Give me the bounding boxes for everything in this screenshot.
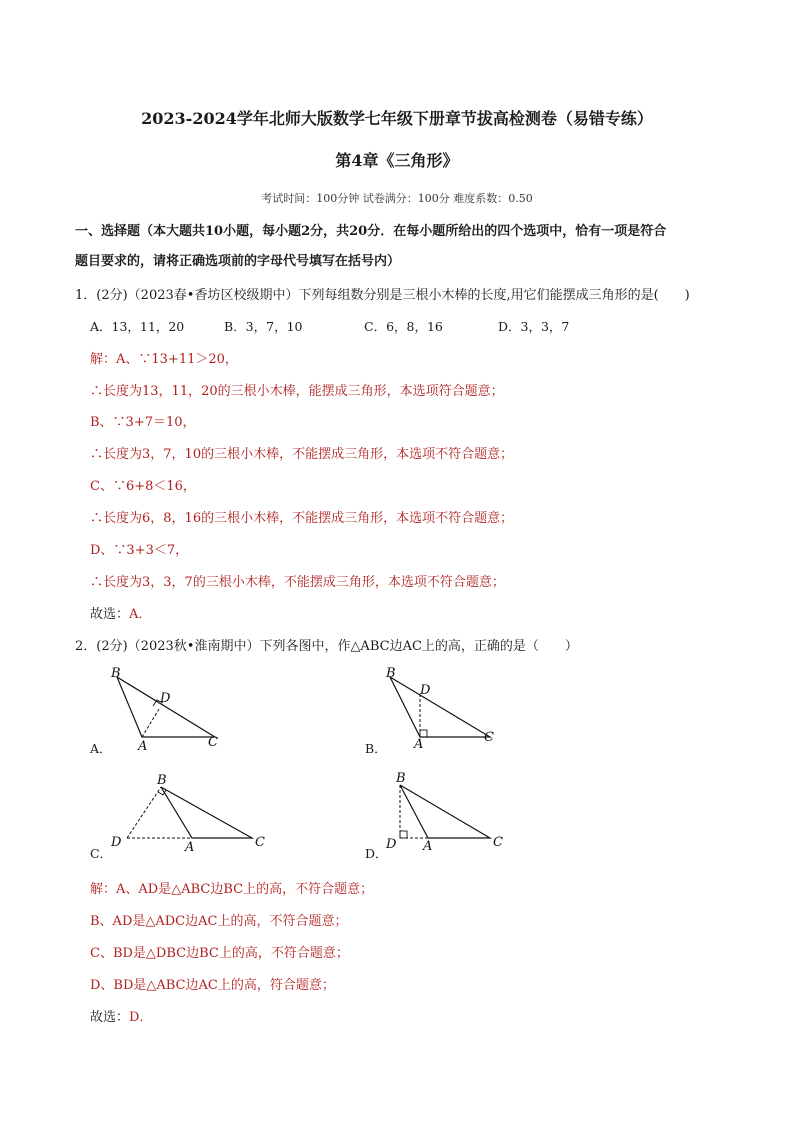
q1-solution-line: ∴长度为3，3，7的三根小木棒，不能摆成三角形，本选项不符合题意； bbox=[90, 575, 505, 590]
figure-a-label: A． bbox=[90, 741, 112, 756]
exam-info: 考试时间：100分钟 试卷满分：100分 难度系数：0.50 bbox=[261, 192, 533, 205]
figure-b-label: B． bbox=[365, 741, 387, 756]
point-label: B bbox=[396, 771, 406, 786]
q1-solution-line: C、∵6+8＜16， bbox=[90, 479, 196, 494]
q1-solution-line: 解：A、∵13+11＞20， bbox=[90, 352, 238, 367]
point-label: D bbox=[420, 683, 431, 698]
q1-solution-line: D、∵3+3＜7， bbox=[90, 543, 189, 558]
point-label: D bbox=[160, 691, 171, 706]
document-title: 2023-2024学年北师大版数学七年级下册章节拔高检测卷（易错专练） bbox=[141, 109, 653, 128]
question-1-stem: 1．(2分)（2023春•香坊区校级期中）下列每组数分别是三根小木棒的长度,用它们能摆成三角形的是( ) bbox=[75, 288, 690, 303]
q1-option-c: C．6，8，16 bbox=[364, 319, 443, 334]
answer-label: 故选： bbox=[90, 1010, 130, 1025]
answer-value: A． bbox=[129, 607, 152, 622]
q1-solution-line: ∴长度为3，7，10的三根小木棒，不能摆成三角形，本选项不符合题意； bbox=[90, 447, 514, 462]
q1-answer bbox=[90, 603, 151, 622]
q1-solution-line: B、∵3+7＝10， bbox=[90, 415, 196, 430]
answer-value: D． bbox=[129, 1010, 153, 1025]
q2-solution-line: 解：A、AD是△ABC边BC上的高，不符合题意； bbox=[90, 882, 374, 897]
point-label: C bbox=[255, 835, 265, 850]
point-label: B bbox=[111, 666, 121, 681]
figure-c bbox=[100, 768, 280, 858]
figure-d-label: D． bbox=[365, 846, 388, 861]
point-label: A bbox=[138, 739, 148, 753]
chapter-title: 第4章《三角形》 bbox=[335, 151, 459, 170]
point-label: B bbox=[386, 666, 396, 681]
q1-solution-line: ∴长度为13，11，20的三根小木棒，能摆成三角形，本选项符合题意； bbox=[90, 384, 504, 399]
figure-c-label: C． bbox=[90, 846, 113, 861]
point-label: C bbox=[484, 730, 494, 745]
point-label: D bbox=[386, 837, 397, 852]
answer-label: 故选： bbox=[90, 607, 130, 622]
section-heading-line2: 题目要求的，请将正确选项前的字母代号填写在括号内） bbox=[75, 254, 401, 269]
point-label: A bbox=[423, 839, 433, 854]
q1-option-a: A．13，11，20 bbox=[90, 319, 185, 334]
question-2-stem: 2．(2分)（2023秋•淮南期中）下列各图中，作△ABC边AC上的高，正确的是（ ） bbox=[75, 639, 578, 654]
point-label: A bbox=[185, 840, 195, 855]
point-label: C bbox=[493, 835, 503, 850]
point-label: D bbox=[111, 835, 122, 850]
q1-solution-line: ∴长度为6，8，16的三根小木棒，不能摆成三角形，本选项不符合题意； bbox=[90, 511, 514, 526]
q2-solution-line: D、BD是△ABC边AC上的高，符合题意； bbox=[90, 978, 335, 993]
q1-option-b: B．3，7，10 bbox=[224, 319, 303, 334]
q2-solution-line: B、AD是△ADC边AC上的高，不符合题意； bbox=[90, 914, 348, 929]
section-heading-line1: 一、选择题（本大题共10小题，每小题2分，共20分．在每小题所给出的四个选项中，恰有一项是符合 bbox=[75, 224, 667, 239]
q2-answer bbox=[90, 1006, 152, 1025]
figure-a bbox=[100, 663, 260, 753]
figure-d bbox=[378, 768, 558, 858]
figure-b bbox=[378, 663, 538, 753]
point-label: C bbox=[208, 735, 218, 750]
point-label: B bbox=[157, 773, 167, 788]
q2-solution-line: C、BD是△DBC边BC上的高，不符合题意； bbox=[90, 946, 349, 961]
point-label: A bbox=[414, 737, 424, 752]
q1-option-d: D．3，3，7 bbox=[498, 319, 570, 334]
